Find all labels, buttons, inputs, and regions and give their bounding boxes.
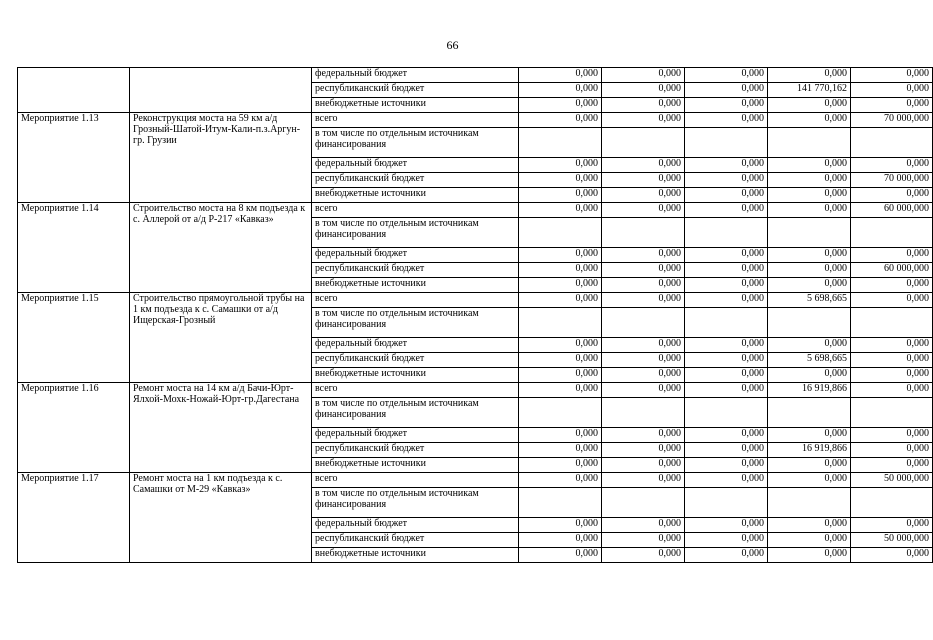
amount-cell: 16 919,866 <box>768 383 851 398</box>
amount-cell: 0,000 <box>519 158 602 173</box>
amount-cell: 0,000 <box>602 248 685 263</box>
table-row <box>18 68 933 83</box>
amount-cell <box>519 218 602 248</box>
funding-source-cell: внебюджетные источники <box>312 548 519 563</box>
amount-cell: 0,000 <box>602 293 685 308</box>
amount-cell: 0,000 <box>768 548 851 563</box>
funding-source-cell: всего <box>312 203 519 218</box>
amount-cell: 0,000 <box>519 68 602 83</box>
amount-cell <box>602 128 685 158</box>
amount-cell: 0,000 <box>768 428 851 443</box>
amount-cell: 0,000 <box>685 203 768 218</box>
amount-cell: 0,000 <box>519 548 602 563</box>
funding-source-cell: федеральный бюджет <box>312 428 519 443</box>
amount-cell: 0,000 <box>851 383 933 398</box>
amount-cell: 0,000 <box>519 383 602 398</box>
amount-cell: 0,000 <box>685 158 768 173</box>
amount-cell: 0,000 <box>685 173 768 188</box>
funding-source-cell: в том числе по отдельным источникам финансирования <box>312 128 519 158</box>
amount-cell: 5 698,665 <box>768 353 851 368</box>
amount-cell: 0,000 <box>519 458 602 473</box>
amount-cell: 0,000 <box>602 338 685 353</box>
table-row <box>18 473 933 488</box>
measure-id-cell: Мероприятие 1.17 <box>18 473 130 563</box>
amount-cell: 0,000 <box>685 263 768 278</box>
amount-cell: 60 000,000 <box>851 263 933 278</box>
table-row <box>18 293 933 308</box>
amount-cell <box>602 488 685 518</box>
amount-cell: 0,000 <box>602 278 685 293</box>
amount-cell: 70 000,000 <box>851 113 933 128</box>
funding-source-cell: в том числе по отдельным источникам финансирования <box>312 308 519 338</box>
measure-name-cell: Ремонт моста на 14 км а/д Бачи-Юрт-Ялхой-Мохк-Ножай-Юрт-гр.Дагестана <box>130 383 312 473</box>
funding-source-cell: всего <box>312 383 519 398</box>
amount-cell: 0,000 <box>685 68 768 83</box>
funding-source-cell: федеральный бюджет <box>312 338 519 353</box>
amount-cell: 0,000 <box>685 338 768 353</box>
amount-cell: 0,000 <box>851 158 933 173</box>
measure-id-cell: Мероприятие 1.13 <box>18 113 130 203</box>
amount-cell <box>519 398 602 428</box>
amount-cell: 0,000 <box>519 353 602 368</box>
funding-source-cell: внебюджетные источники <box>312 188 519 203</box>
amount-cell: 0,000 <box>519 473 602 488</box>
amount-cell: 0,000 <box>602 383 685 398</box>
amount-cell: 0,000 <box>851 68 933 83</box>
funding-source-cell: республиканский бюджет <box>312 83 519 98</box>
amount-cell: 0,000 <box>602 113 685 128</box>
amount-cell <box>602 308 685 338</box>
amount-cell: 0,000 <box>768 338 851 353</box>
funding-source-cell: внебюджетные источники <box>312 458 519 473</box>
amount-cell: 0,000 <box>851 98 933 113</box>
amount-cell: 0,000 <box>602 263 685 278</box>
amount-cell <box>851 218 933 248</box>
amount-cell <box>768 398 851 428</box>
amount-cell <box>519 128 602 158</box>
funding-source-cell: в том числе по отдельным источникам финансирования <box>312 488 519 518</box>
amount-cell: 0,000 <box>768 263 851 278</box>
amount-cell <box>851 128 933 158</box>
amount-cell: 0,000 <box>851 83 933 98</box>
amount-cell: 0,000 <box>519 533 602 548</box>
amount-cell: 0,000 <box>602 368 685 383</box>
page-number: 66 <box>446 38 459 52</box>
amount-cell: 0,000 <box>602 203 685 218</box>
funding-source-cell: в том числе по отдельным источникам финансирования <box>312 218 519 248</box>
funding-source-cell: всего <box>312 293 519 308</box>
funding-source-cell: федеральный бюджет <box>312 158 519 173</box>
measure-name-cell: Строительство моста на 8 км подъезда к с. Аллерой от а/д Р-217 «Кавказ» <box>130 203 312 293</box>
amount-cell: 0,000 <box>851 518 933 533</box>
amount-cell <box>768 218 851 248</box>
funding-source-cell: всего <box>312 473 519 488</box>
table-row <box>18 113 933 128</box>
amount-cell: 0,000 <box>602 158 685 173</box>
amount-cell <box>768 308 851 338</box>
amount-cell: 0,000 <box>685 428 768 443</box>
funding-source-cell: внебюджетные источники <box>312 278 519 293</box>
amount-cell: 0,000 <box>685 473 768 488</box>
amount-cell: 0,000 <box>768 68 851 83</box>
amount-cell: 0,000 <box>768 173 851 188</box>
amount-cell: 0,000 <box>685 188 768 203</box>
amount-cell <box>685 398 768 428</box>
amount-cell: 0,000 <box>519 113 602 128</box>
amount-cell: 0,000 <box>851 353 933 368</box>
amount-cell: 0,000 <box>519 263 602 278</box>
amount-cell: 0,000 <box>851 293 933 308</box>
amount-cell: 0,000 <box>685 83 768 98</box>
amount-cell: 0,000 <box>685 293 768 308</box>
amount-cell: 0,000 <box>768 533 851 548</box>
amount-cell: 0,000 <box>685 278 768 293</box>
amount-cell: 0,000 <box>519 83 602 98</box>
measure-name-cell: Строительство прямоугольной трубы на 1 км подъезда к с. Самашки от а/д Ищерская-Грозный <box>130 293 312 383</box>
amount-cell: 0,000 <box>768 368 851 383</box>
funding-source-cell: внебюджетные источники <box>312 368 519 383</box>
amount-cell: 5 698,665 <box>768 293 851 308</box>
amount-cell: 0,000 <box>851 338 933 353</box>
amount-cell <box>685 308 768 338</box>
amount-cell: 0,000 <box>768 158 851 173</box>
amount-cell: 0,000 <box>602 98 685 113</box>
amount-cell: 0,000 <box>602 353 685 368</box>
amount-cell: 0,000 <box>602 443 685 458</box>
amount-cell: 0,000 <box>602 83 685 98</box>
amount-cell <box>851 398 933 428</box>
amount-cell: 0,000 <box>685 368 768 383</box>
amount-cell: 50 000,000 <box>851 473 933 488</box>
amount-cell: 0,000 <box>602 518 685 533</box>
amount-cell: 0,000 <box>602 533 685 548</box>
amount-cell: 0,000 <box>685 98 768 113</box>
amount-cell: 0,000 <box>851 368 933 383</box>
amount-cell <box>602 218 685 248</box>
amount-cell: 0,000 <box>685 518 768 533</box>
amount-cell <box>768 128 851 158</box>
amount-cell: 0,000 <box>602 68 685 83</box>
amount-cell <box>851 488 933 518</box>
measure-id-cell: Мероприятие 1.15 <box>18 293 130 383</box>
funding-source-cell: республиканский бюджет <box>312 353 519 368</box>
table-row <box>18 383 933 398</box>
amount-cell: 0,000 <box>519 338 602 353</box>
amount-cell: 0,000 <box>851 458 933 473</box>
amount-cell: 0,000 <box>768 203 851 218</box>
amount-cell: 0,000 <box>768 473 851 488</box>
amount-cell: 0,000 <box>602 188 685 203</box>
amount-cell: 0,000 <box>519 368 602 383</box>
amount-cell: 0,000 <box>851 443 933 458</box>
amount-cell: 0,000 <box>768 458 851 473</box>
amount-cell: 0,000 <box>519 518 602 533</box>
funding-source-cell: федеральный бюджет <box>312 518 519 533</box>
amount-cell: 0,000 <box>519 293 602 308</box>
funding-source-cell: республиканский бюджет <box>312 533 519 548</box>
amount-cell: 0,000 <box>602 473 685 488</box>
measure-name-cell <box>130 68 312 113</box>
amount-cell: 0,000 <box>685 113 768 128</box>
budget-table <box>17 67 933 563</box>
amount-cell: 0,000 <box>768 278 851 293</box>
measure-id-cell <box>18 68 130 113</box>
funding-source-cell: федеральный бюджет <box>312 68 519 83</box>
amount-cell: 0,000 <box>851 278 933 293</box>
amount-cell: 141 770,162 <box>768 83 851 98</box>
funding-source-cell: в том числе по отдельным источникам финансирования <box>312 398 519 428</box>
amount-cell: 0,000 <box>685 443 768 458</box>
amount-cell: 0,000 <box>519 98 602 113</box>
amount-cell: 0,000 <box>602 458 685 473</box>
amount-cell: 0,000 <box>602 173 685 188</box>
amount-cell: 0,000 <box>685 533 768 548</box>
measure-id-cell: Мероприятие 1.14 <box>18 203 130 293</box>
amount-cell <box>685 218 768 248</box>
amount-cell: 0,000 <box>768 248 851 263</box>
amount-cell: 70 000,000 <box>851 173 933 188</box>
amount-cell: 50 000,000 <box>851 533 933 548</box>
amount-cell: 0,000 <box>851 188 933 203</box>
amount-cell: 60 000,000 <box>851 203 933 218</box>
amount-cell: 0,000 <box>768 113 851 128</box>
amount-cell: 0,000 <box>851 428 933 443</box>
measure-name-cell: Ремонт моста на 1 км подъезда к с. Самашки от М-29 «Кавказ» <box>130 473 312 563</box>
funding-source-cell: республиканский бюджет <box>312 263 519 278</box>
funding-source-cell: внебюджетные источники <box>312 98 519 113</box>
amount-cell: 0,000 <box>851 248 933 263</box>
amount-cell: 0,000 <box>519 173 602 188</box>
amount-cell <box>685 488 768 518</box>
amount-cell: 16 919,866 <box>768 443 851 458</box>
amount-cell: 0,000 <box>519 248 602 263</box>
amount-cell: 0,000 <box>768 518 851 533</box>
measure-id-cell: Мероприятие 1.16 <box>18 383 130 473</box>
amount-cell: 0,000 <box>685 248 768 263</box>
amount-cell: 0,000 <box>685 458 768 473</box>
amount-cell: 0,000 <box>519 428 602 443</box>
amount-cell <box>851 308 933 338</box>
amount-cell: 0,000 <box>768 188 851 203</box>
measure-name-cell: Реконструкция моста на 59 км а/д Грозный-Шатой-Итум-Кали-п.з.Аргун-гр. Грузии <box>130 113 312 203</box>
amount-cell: 0,000 <box>519 443 602 458</box>
amount-cell: 0,000 <box>851 548 933 563</box>
amount-cell <box>519 308 602 338</box>
amount-cell: 0,000 <box>685 353 768 368</box>
funding-source-cell: республиканский бюджет <box>312 443 519 458</box>
funding-source-cell: всего <box>312 113 519 128</box>
amount-cell: 0,000 <box>519 278 602 293</box>
amount-cell: 0,000 <box>602 548 685 563</box>
amount-cell: 0,000 <box>685 383 768 398</box>
table-row <box>18 203 933 218</box>
amount-cell: 0,000 <box>685 548 768 563</box>
amount-cell: 0,000 <box>519 188 602 203</box>
amount-cell <box>602 398 685 428</box>
amount-cell: 0,000 <box>519 203 602 218</box>
amount-cell <box>685 128 768 158</box>
amount-cell: 0,000 <box>768 98 851 113</box>
funding-source-cell: республиканский бюджет <box>312 173 519 188</box>
amount-cell <box>768 488 851 518</box>
amount-cell: 0,000 <box>602 428 685 443</box>
amount-cell <box>519 488 602 518</box>
funding-source-cell: федеральный бюджет <box>312 248 519 263</box>
